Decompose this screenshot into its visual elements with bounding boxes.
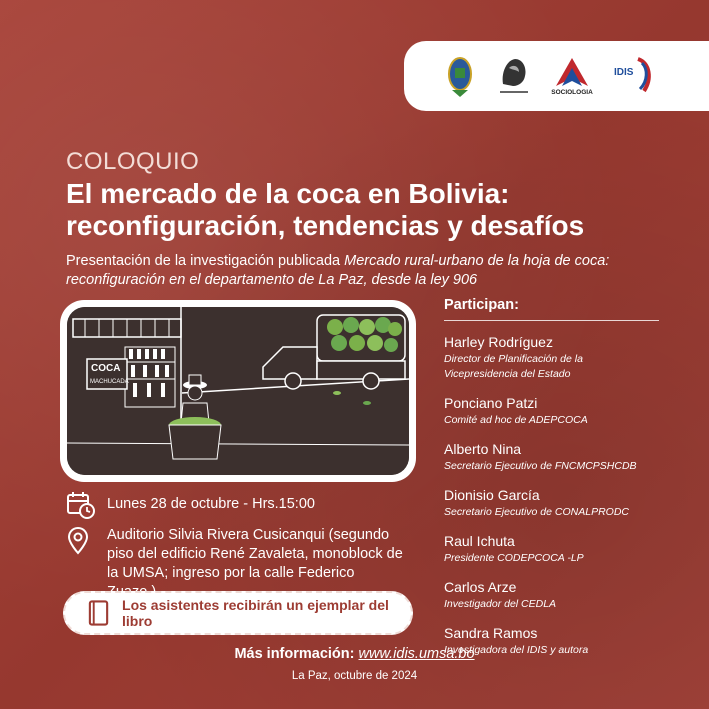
market-scene-drawing: [67, 307, 409, 475]
sociologia-logo-text: SOCIOLOGIA: [551, 89, 593, 96]
participant-item: [444, 487, 659, 520]
participant-name: Alberto Nina: [444, 441, 522, 457]
participant-role: Investigador del CEDLA: [444, 598, 557, 610]
participant-item: [444, 441, 659, 474]
university-seal-icon: [442, 53, 478, 99]
calendar-clock-icon: [66, 490, 96, 520]
event-kicker: COLOQUIO: [66, 148, 200, 175]
title-line-1: El mercado de la coca en Bolivia:: [66, 178, 510, 209]
participant-role: Secretario Ejecutivo de CONALPRODC: [444, 506, 629, 518]
market-illustration: [60, 300, 416, 482]
website-link[interactable]: www.idis.umsa.bo: [358, 646, 475, 662]
coca-sign-subtext: MACHUCADA: [90, 379, 129, 385]
idis-logo-icon: [612, 53, 660, 99]
event-date-row: [66, 490, 315, 520]
participant-role: Investigadora del IDIS y autora: [444, 644, 589, 656]
participant-name: Harley Rodríguez: [444, 334, 553, 350]
participant-role: Secretario Ejecutivo de FNCMCPSHCDB: [444, 460, 637, 472]
logos-bar: [404, 41, 709, 111]
event-date: Lunes 28 de octubre - Hrs.15:00: [107, 496, 315, 512]
participant-name: Carlos Arze: [444, 579, 517, 595]
participant-name: Ponciano Patzi: [444, 395, 538, 411]
place-date: La Paz, octubre de 2024: [291, 670, 418, 682]
market-scene: [67, 307, 409, 475]
participant-item: [444, 533, 659, 566]
event-subtitle: [66, 252, 666, 290]
participants-header: Participan:: [444, 297, 659, 321]
participant-role: Comité ad hoc de ADEPCOCA: [444, 414, 588, 426]
participant-name: Dionisio García: [444, 487, 540, 503]
more-info: [0, 646, 709, 662]
book-notice: [63, 591, 413, 635]
sociologia-logo-icon: [550, 53, 594, 99]
subtitle-prefix: Presentación de la investigación publicada: [66, 253, 345, 269]
participant-name: Raul Ichuta: [444, 533, 515, 549]
book-notice-text: Los asistentes recibirán un ejemplar del libro: [122, 597, 389, 629]
participant-item: [444, 579, 659, 612]
coca-sign-text: COCA: [91, 363, 121, 374]
participant-item: [444, 395, 659, 428]
more-info-label: Más información:: [234, 646, 355, 662]
participants-panel: [444, 297, 659, 658]
idis-logo-text: IDIS: [614, 67, 634, 78]
participant-role: Presidente CODEPCOCA -LP: [444, 552, 584, 564]
event-heading: [66, 148, 666, 290]
book-icon: [87, 599, 110, 627]
participant-item: [444, 334, 659, 382]
location-pin-icon: [66, 526, 96, 556]
event-location: Auditorio Silvia Rivera Cusicanqui (segundo piso del edificio René Zavaleta, monoblock de la UMSA; ingreso por la calle Federico: [107, 527, 403, 581]
event-title: [66, 178, 666, 242]
faculty-emblem-icon: [496, 53, 532, 99]
participant-name: Sandra Ramos: [444, 625, 538, 641]
participant-role: Director de Planificación de la Vicepresidencia del Estado: [444, 353, 583, 380]
subtitle-book-title: Mercado rural-urbano de la hoja de coca: reconfiguración en el departamento de La Paz, desde la ley 906: [66, 253, 610, 288]
title-line-2: reconfiguración, tendencias y desafíos: [66, 210, 585, 241]
